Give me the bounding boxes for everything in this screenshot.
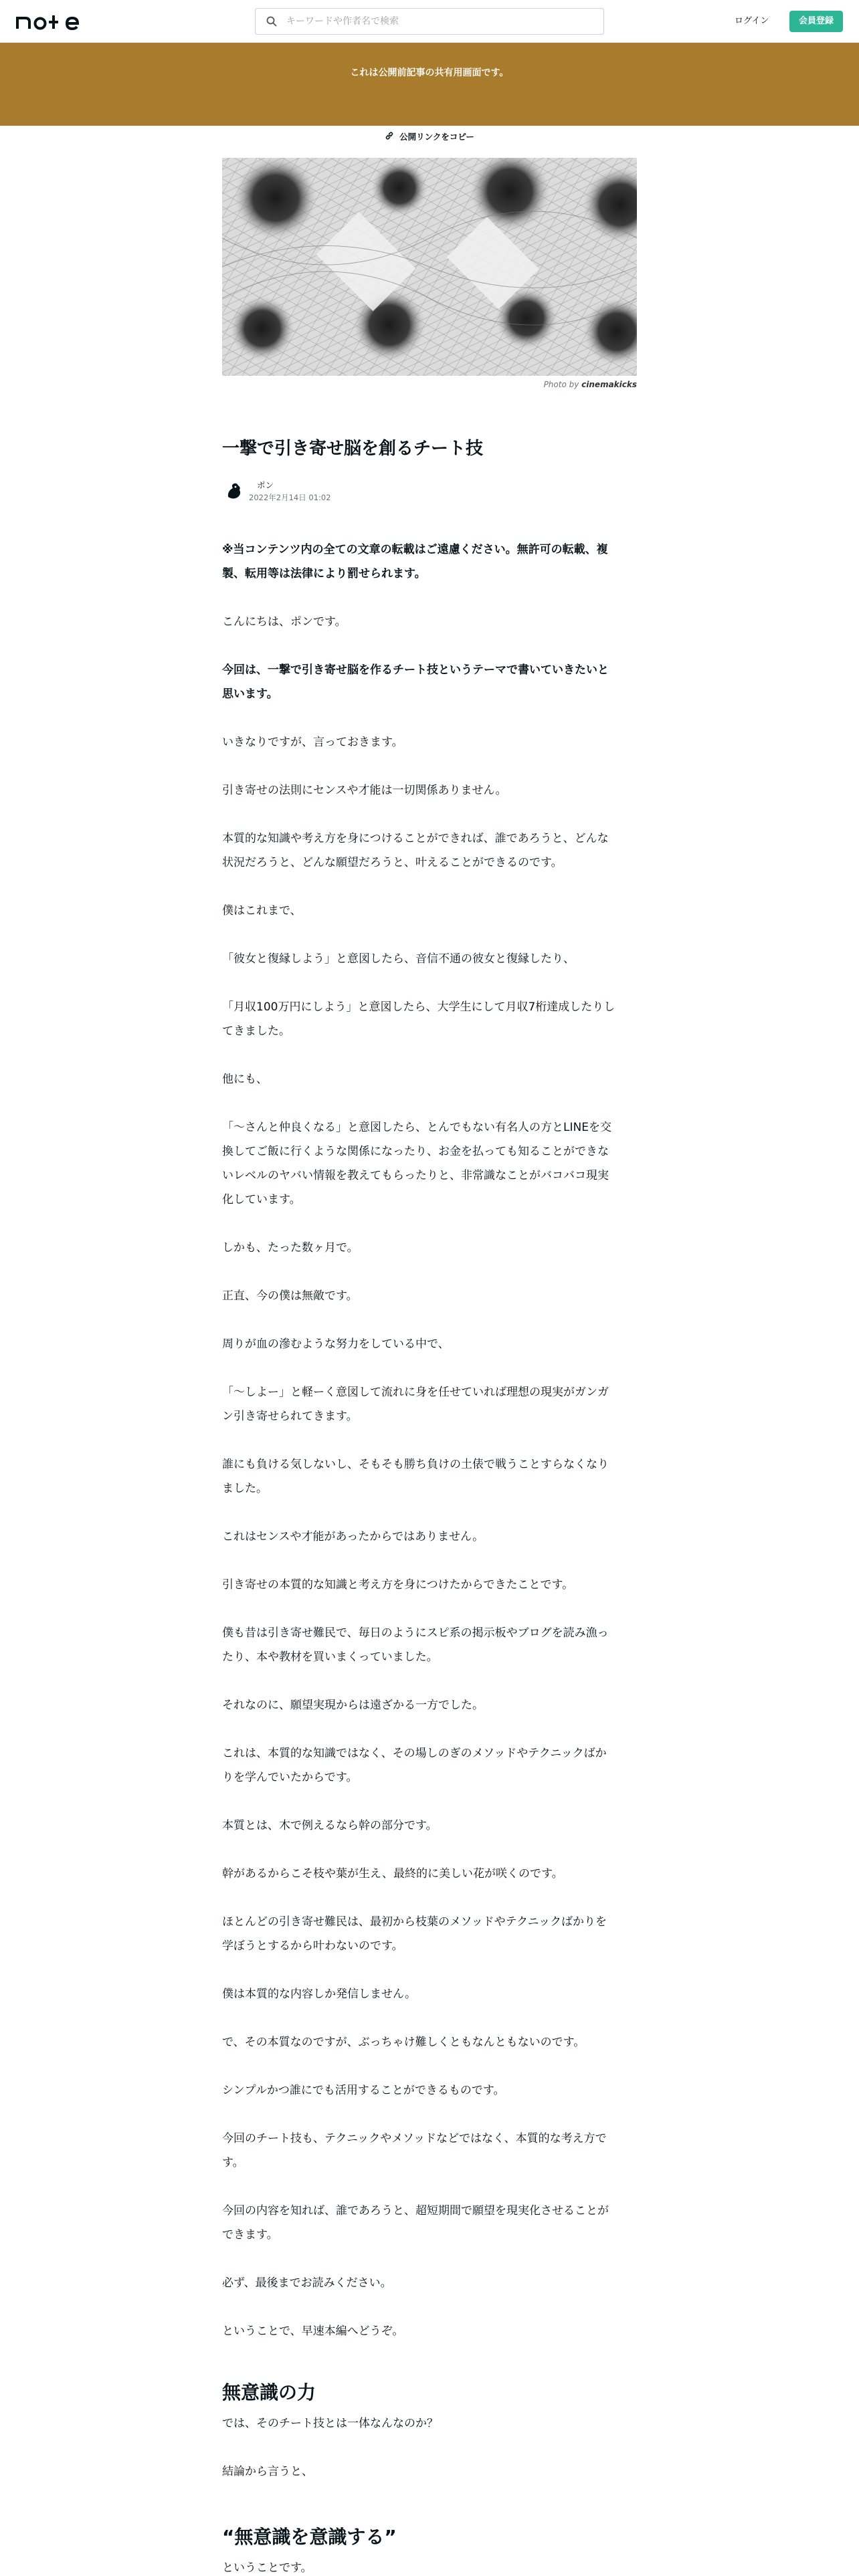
paragraph-line: これはセンスや才能があったからではありません。 — [222, 1530, 484, 1543]
paragraph-line: 僕も昔は引き寄せ難民で、毎日のようにスピ系の掲示板やブログを読み漁っ — [222, 1626, 609, 1640]
photo-credit-prefix: Photo by — [543, 380, 579, 389]
paragraph-line: ン引き寄せられてきます。 — [222, 1410, 358, 1423]
search-icon — [265, 15, 278, 28]
paragraph-line: 僕は本質的な内容しか発信しません。 — [222, 1988, 417, 2001]
paragraph-line: 結論から言うと、 — [222, 2465, 313, 2478]
paragraph-line: いレベルのヤバい情報を教えてもらったりと、非常識なことがバコバコ現実 — [222, 1169, 609, 1182]
paragraph-line: ということで、早速本編へどうぞ。 — [222, 2325, 404, 2338]
article-paragraph — [222, 1284, 637, 1308]
article-paragraph — [222, 2030, 637, 2054]
article-paragraph — [222, 1814, 637, 1838]
paragraph-line: 正直、今の僕は無敵です。 — [222, 1289, 358, 1303]
article-paragraph — [222, 995, 637, 1043]
section-heading: “無意識を意識する” — [222, 2526, 397, 2548]
paragraph-line: てきました。 — [222, 1025, 290, 1038]
article-paragraph — [222, 1862, 637, 1886]
paragraph-line: しかも、たった数ヶ月で。 — [222, 1241, 359, 1255]
paragraph-line: 引き寄せの法則にセンスや才能は一切関係ありません。 — [222, 784, 507, 797]
article-paragraph — [222, 899, 637, 923]
login-button[interactable]: ログイン — [735, 16, 769, 26]
article-paragraph — [222, 2556, 637, 2576]
paragraph-line: 誰にも負ける気しないし、そもそも勝ち負けの土俵で戦うことすらなくなり — [222, 1458, 609, 1471]
paragraph-line: ※当コンテンツ内の全ての文章の転載はご遠慮ください。無許可の転載、複 — [222, 543, 608, 556]
article-paragraph — [222, 2460, 637, 2484]
author-info — [222, 477, 490, 504]
article-paragraph — [222, 2127, 637, 2175]
paragraph-line: 本質的な知識や考え方を身につけることができれば、誰であろうと、どんな — [222, 832, 609, 845]
paragraph-line: 今回の内容を知れば、誰であろうと、超短期間で願望を現実化させることが — [222, 2204, 609, 2218]
paragraph-line: 「〜さんと仲良くなる」と意図したら、とんでもない有名人の方とLINEを交 — [222, 1121, 611, 1134]
paragraph-line: 学ぼうとするから叶わないのです。 — [222, 1939, 403, 1953]
paragraph-line: 幹があるからこそ枝や葉が生え、最終的に美しい花が咲くのです。 — [222, 1867, 563, 1881]
article-paragraph — [222, 1621, 637, 1669]
paragraph-line: これは、本質的な知識ではなく、その場しのぎのメソッドやテクニックばか — [222, 1747, 607, 1760]
paragraph-line: ました。 — [222, 1482, 268, 1495]
photo-credit — [222, 380, 637, 389]
paragraph-line: シンプルかつ誰にでも活用することができるものです。 — [222, 2084, 505, 2097]
paragraph-line: 状況だろうと、どんな願望だろうと、叶えることができるのです。 — [222, 856, 563, 869]
paragraph-line: 本質とは、木で例えるなら幹の部分です。 — [222, 1819, 438, 1832]
paragraph-line: 「彼女と復縁しよう」と意図したら、音信不通の彼女と復縁したり、 — [222, 952, 575, 966]
paragraph-line: できます。 — [222, 2228, 278, 2242]
paragraph-line: では、そのチート技とは一体なんなのか？ — [222, 2417, 438, 2430]
article-title: 一撃で引き寄せ脳を創るチート技 — [222, 439, 484, 459]
article-paragraph — [222, 610, 637, 634]
section-heading: 無意識の力 — [222, 2381, 316, 2403]
article-paragraph — [222, 2271, 637, 2295]
copy-link-label: 公開リンクをコピー — [399, 132, 474, 142]
article-paragraph — [222, 778, 637, 802]
paragraph-line: 製、転用等は法律により罰せられます。 — [222, 567, 426, 580]
search-input[interactable] — [286, 16, 581, 27]
article-paragraph — [222, 1067, 637, 1091]
paragraph-line: 今回は、一撃で引き寄せ脳を作るチート技というテーマで書いていきたいと — [222, 663, 609, 677]
paragraph-line: 今回のチート技も、テクニックやメソッドなどではなく、本質的な考え方で — [222, 2132, 607, 2145]
paragraph-line: 僕はこれまで、 — [222, 904, 302, 918]
article-paragraph — [222, 2319, 637, 2343]
article-paragraph — [222, 1115, 637, 1212]
publish-date: 2022年2月14日 01:02 — [249, 493, 331, 502]
banner-message: これは公開前記事の共有用画面です。 — [350, 68, 509, 78]
article-paragraph — [222, 1693, 637, 1717]
paragraph-line: 引き寄せの本質的な知識と考え方を身につけたからできたことです。 — [222, 1578, 574, 1592]
paragraph-line: いきなりですが、言っておきます。 — [222, 736, 403, 749]
paragraph-line: りを学んでいたからです。 — [222, 1771, 358, 1784]
site-header — [0, 0, 859, 43]
article-paragraph — [222, 1982, 637, 2006]
article-paragraph — [222, 1525, 637, 1549]
avatar[interactable] — [222, 479, 246, 503]
photo-credit-author[interactable]: cinemakicks — [581, 380, 637, 389]
paragraph-line: ほとんどの引き寄せ難民は、最初から枝葉のメソッドやテクニックばかりを — [222, 1915, 607, 1929]
paragraph-line: 化しています。 — [222, 1193, 301, 1206]
paragraph-line: 「〜しよー」と軽ーく意図して流れに身を任せていれば理想の現実がガンガ — [222, 1386, 609, 1399]
paragraph-line: こんにちは、ポンです。 — [222, 615, 347, 629]
paragraph-line: ということです。 — [222, 2561, 312, 2575]
article-paragraph — [222, 827, 637, 875]
article-paragraph — [222, 2411, 637, 2436]
note-logo[interactable] — [16, 8, 80, 35]
article-paragraph — [222, 2078, 637, 2103]
paragraph-line: 他にも、 — [222, 1073, 268, 1086]
article-paragraph — [222, 1573, 637, 1597]
article-paragraph — [222, 1236, 637, 1260]
author-name[interactable]: ポン — [257, 480, 274, 490]
article-paragraph — [222, 730, 637, 754]
paragraph-line: たり、本や教材を買いまくっていました。 — [222, 1650, 438, 1664]
paragraph-line: 「月収100万円にしよう」と意図したら、大学生にして月収7桁達成したりし — [222, 1000, 615, 1014]
article-paragraph — [222, 1332, 637, 1356]
article-paragraph — [222, 1741, 637, 1790]
search-box[interactable] — [255, 8, 604, 35]
hero-image — [222, 158, 637, 376]
article-paragraph — [222, 1910, 637, 1958]
paragraph-line: 思います。 — [222, 687, 278, 701]
paragraph-line: 必ず、最後までお読みください。 — [222, 2276, 392, 2290]
paragraph-line: 周りが血の滲むような努力をしている中で、 — [222, 1337, 450, 1351]
article-paragraph — [222, 538, 637, 586]
paragraph-line: それなのに、願望実現からは遠ざかる一方でした。 — [222, 1699, 484, 1712]
article-paragraph — [222, 1453, 637, 1501]
preview-banner — [0, 43, 859, 142]
paragraph-line: で、その本質なのですが、ぶっちゃけ難しくともなんともないのです。 — [222, 2036, 585, 2049]
paragraph-line: 換してご飯に行くような関係になったり、お金を払っても知ることができな — [222, 1145, 609, 1158]
article-paragraph — [222, 2199, 637, 2247]
article-paragraph — [222, 658, 637, 706]
paragraph-line: す。 — [222, 2156, 244, 2169]
copy-link-button[interactable] — [373, 126, 486, 147]
article-paragraph — [222, 1380, 637, 1428]
link-icon — [385, 131, 394, 142]
signup-button[interactable]: 会員登録 — [789, 11, 843, 32]
article-paragraph — [222, 947, 637, 971]
